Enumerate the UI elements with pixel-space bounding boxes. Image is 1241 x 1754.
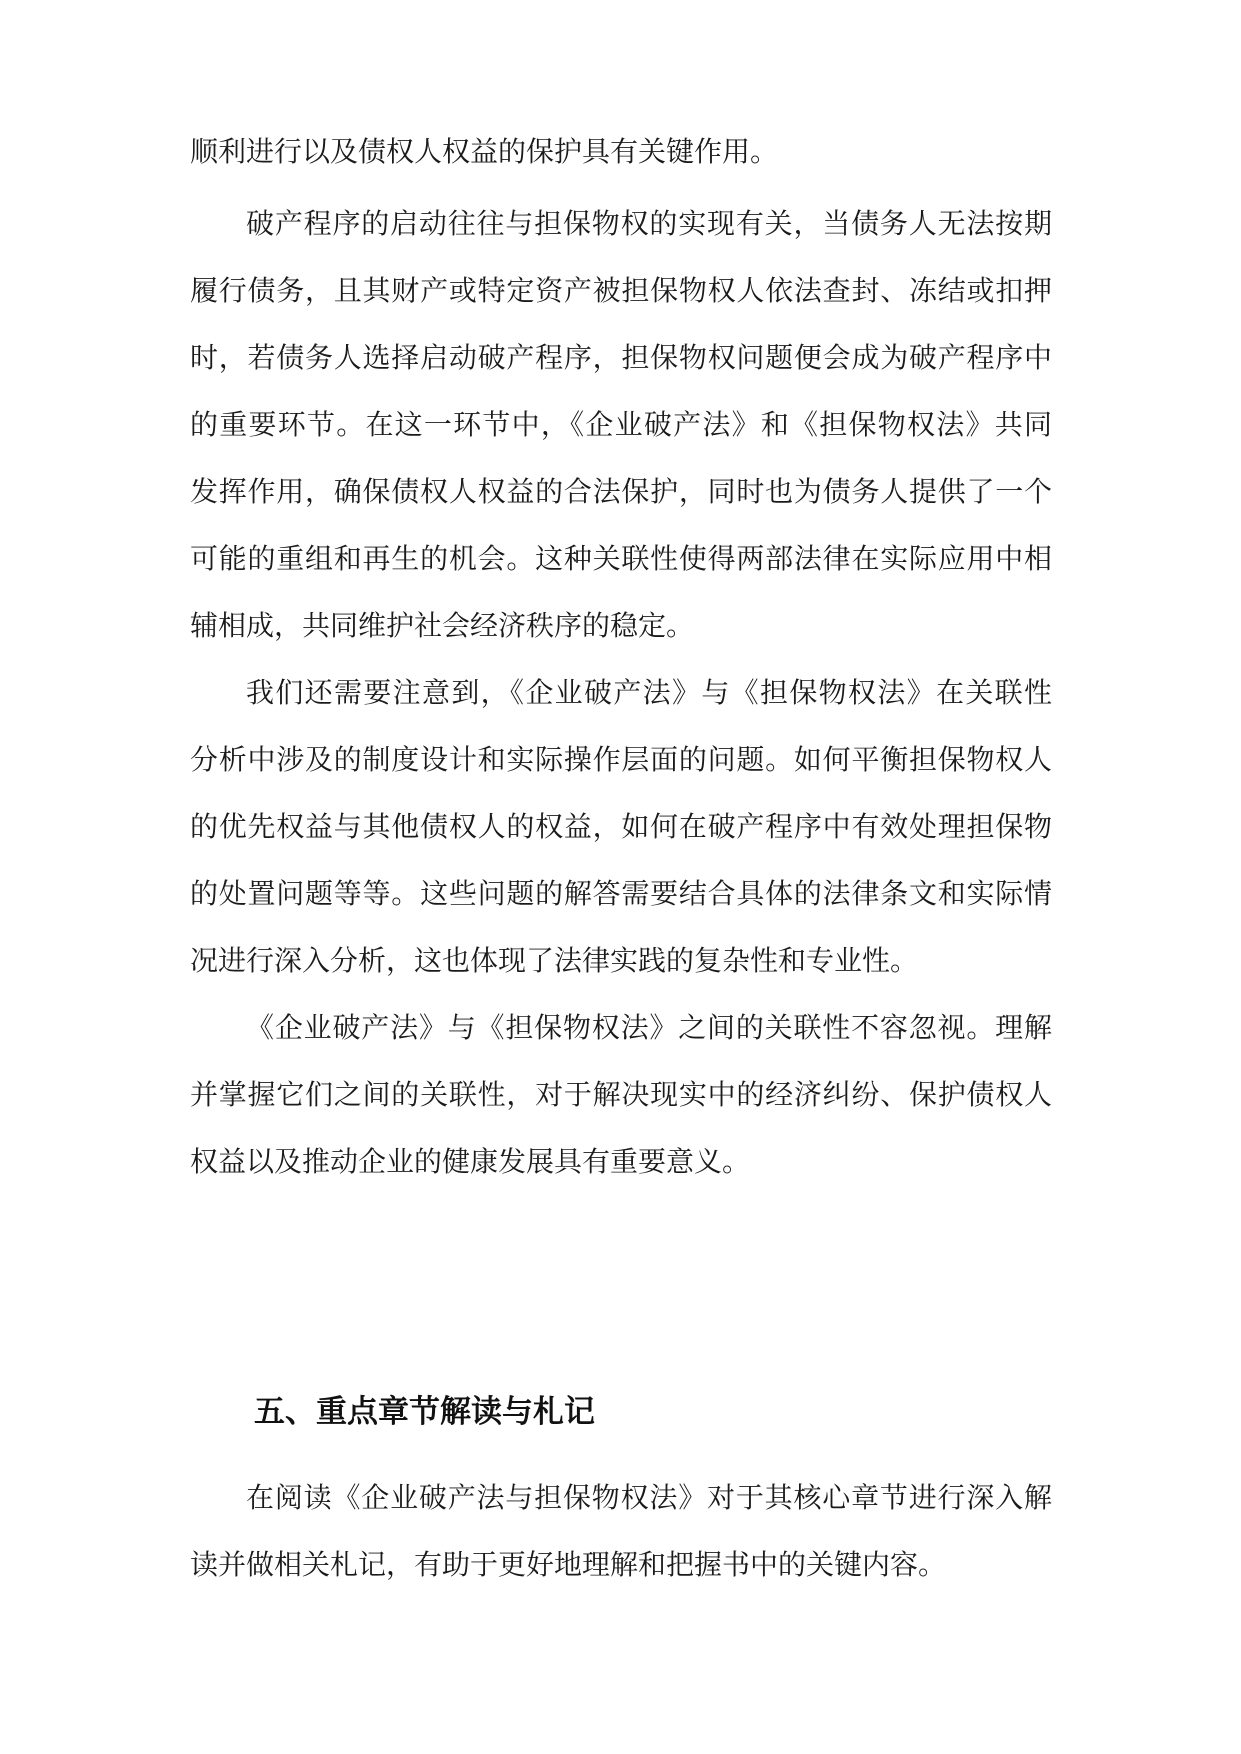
- paragraph-line: 我们还需要注意到，《企业破产法》与《担保物权法》在关联性: [246, 676, 1052, 709]
- paragraph-line: 在阅读《企业破产法与担保物权法》对于其核心章节进行深入解: [246, 1481, 1052, 1514]
- paragraph-line: 的处置问题等等。这些问题的解答需要结合具体的法律条文和实际情: [190, 877, 1052, 910]
- paragraph-line: 辅相成，共同维护社会经济秩序的稳定。: [190, 609, 695, 642]
- paragraph-line: 的优先权益与其他债权人的权益，如何在破产程序中有效处理担保物: [190, 810, 1052, 843]
- paragraph-line: 时，若债务人选择启动破产程序，担保物权问题便会成为破产程序中: [190, 341, 1052, 374]
- paragraph-line: 《企业破产法》与《担保物权法》之间的关联性不容忽视。理解: [246, 1011, 1052, 1044]
- paragraph-line: 权益以及推动企业的健康发展具有重要意义。: [190, 1145, 751, 1178]
- paragraph-line: 的重要环节。在这一环节中，《企业破产法》和《担保物权法》共同: [190, 408, 1052, 441]
- paragraph-line: 分析中涉及的制度设计和实际操作层面的问题。如何平衡担保物权人: [190, 743, 1052, 776]
- paragraph-line: 破产程序的启动往往与担保物权的实现有关，当债务人无法按期: [246, 207, 1052, 240]
- paragraph-line: 况进行深入分析，这也体现了法律实践的复杂性和专业性。: [190, 944, 919, 977]
- paragraph-line: 并掌握它们之间的关联性，对于解决现实中的经济纠纷、保护债权人: [190, 1078, 1052, 1111]
- paragraph-line: 发挥作用，确保债权人权益的合法保护，同时也为债务人提供了一个: [190, 475, 1052, 508]
- paragraph-line: 顺利进行以及债权人权益的保护具有关键作用。: [190, 135, 779, 168]
- paragraph-line: 可能的重组和再生的机会。这种关联性使得两部法律在实际应用中相: [190, 542, 1052, 575]
- section-heading: 五、重点章节解读与札记: [254, 1394, 595, 1430]
- paragraph-line: 读并做相关札记，有助于更好地理解和把握书中的关键内容。: [190, 1548, 947, 1581]
- paragraph-line: 履行债务，且其财产或特定资产被担保物权人依法查封、冻结或扣押: [190, 274, 1052, 307]
